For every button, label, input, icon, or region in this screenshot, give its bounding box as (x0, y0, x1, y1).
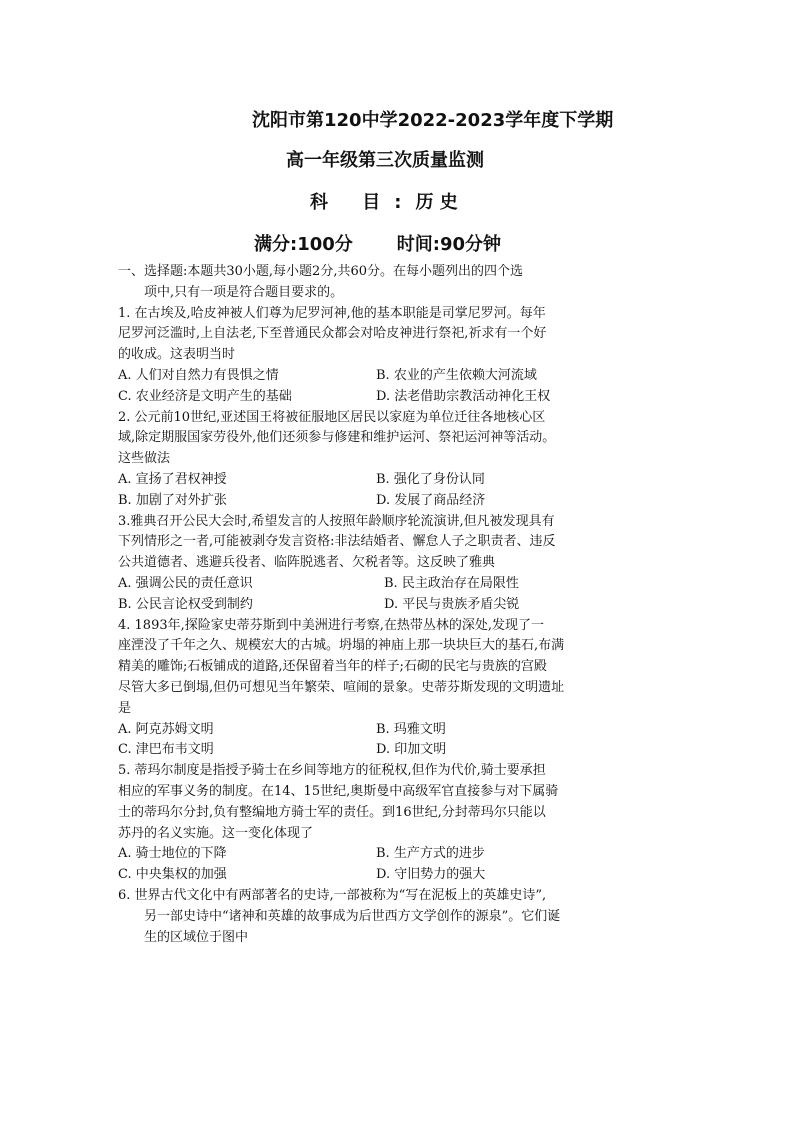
question-line: 4. 1893年,探险家史蒂芬斯到中美洲进行考察,在热带丛林的深处,发现了一 (118, 617, 545, 633)
question-line: 士的蒂玛尔分封,负有整编地方骑士军的责任。到16世纪,分封蒂玛尔只能以 (118, 804, 546, 820)
option-d: D. 印加文明 (376, 742, 447, 758)
full-score: 满分:100分 (254, 234, 353, 255)
option-c: C. 农业经济是文明产生的基础 (118, 388, 292, 404)
exam-meta (254, 230, 501, 256)
question-line: 苏丹的名义实施。这一变化体现了 (118, 825, 314, 841)
question-1 (118, 304, 678, 408)
question-line: 域,除定期服国家劳役外,他们还须参与修建和维护运河、祭祀运河神等活动。 (118, 430, 556, 446)
question-line: 公共道德者、逃避兵役者、临阵脱逃者、欠税者等。这反映了雅典 (118, 555, 496, 571)
option-a: A. 强调公民的责任意识 (118, 575, 253, 591)
question-options (118, 844, 678, 886)
option-b: B. 农业的产生依赖大河流域 (376, 367, 537, 383)
exam-subject (310, 188, 458, 214)
option-c: B. 加剧了对外扩张 (118, 492, 227, 508)
question-2 (118, 408, 678, 512)
option-d: D. 法老借助宗教活动神化王权 (376, 388, 551, 404)
option-c: B. 公民言论权受到制约 (118, 596, 253, 612)
section-heading-line1: 一、选择题:本题共30小题,每小题2分,共60分。在每小题列出的四个选 (118, 264, 523, 279)
question-6 (118, 886, 678, 948)
option-b: B. 玛雅文明 (376, 721, 446, 737)
option-a: A. 人们对自然力有畏惧之情 (118, 367, 279, 383)
section-heading-line2: 项中,只有一项是符合题目要求的。 (144, 284, 344, 300)
question-3 (118, 512, 678, 616)
question-line: 6. 世界古代文化中有两部著名的史诗,一部被称为“写在泥板上的英雄史诗”, (118, 887, 547, 903)
subject-value: 历 史 (415, 192, 458, 213)
question-line: 1. 在古埃及,哈皮神被人们尊为尼罗河神,他的基本职能是司掌尼罗河。每年 (118, 305, 546, 321)
question-line: 5. 蒂玛尔制度是指授予骑士在乡间等地方的征税权,但作为代价,骑士要承担 (118, 763, 546, 779)
option-b: B. 生产方式的进步 (376, 846, 485, 862)
question-line: 是 (118, 700, 132, 716)
exam-time: 时间:90分钟 (396, 234, 502, 255)
question-line: 的收成。这表明当时 (118, 347, 236, 363)
question-options (118, 574, 678, 616)
exam-school-title: 沈阳市第120中学2022-2023学年度下学期 (252, 110, 614, 131)
section-heading (118, 262, 678, 304)
question-5 (118, 761, 678, 886)
question-line: 相应的军事义务的制度。在14、15世纪,奥斯曼中高级军官直接参与对下属骑 (118, 783, 559, 799)
option-c: C. 中央集权的加强 (118, 867, 227, 883)
question-line: 座湮没了千年之久、规模宏大的古城。坍塌的神庙上那一块块巨大的基石,布满 (118, 638, 565, 654)
option-d: D. 守旧势力的强大 (376, 867, 486, 883)
subject-key: 科 目: (310, 192, 416, 213)
question-options (118, 720, 678, 762)
question-line: 3.雅典召开公民大会时,希望发言的人按照年龄顺序轮流演讲,但凡被发现具有 (118, 513, 555, 529)
question-line: 2. 公元前10世纪,亚述国王将被征服地区居民以家庭为单位迁往各地核心区 (118, 409, 546, 425)
option-d: D. 平民与贵族矛盾尖锐 (384, 596, 520, 612)
question-line: 尼罗河泛滥时,上自法老,下至普通民众都会对哈皮神进行祭祀,祈求有一个好 (118, 326, 547, 342)
question-line: 另一部史诗中“诸神和英雄的故事成为后世西方文学创作的源泉”。它们诞 (144, 908, 561, 924)
option-d: D. 发展了商品经济 (376, 492, 486, 508)
question-line: 生的区域位于图中 (144, 929, 249, 945)
option-c: C. 津巴布韦文明 (118, 742, 214, 758)
exam-content (118, 262, 678, 948)
option-b: B. 强化了身份认同 (376, 471, 485, 487)
question-line: 尽管大多已倒塌,但仍可想见当年繁荣、喧闹的景象。史蒂芬斯发现的文明遗址 (118, 679, 565, 695)
question-options (118, 366, 678, 408)
option-b: B. 民主政治存在局限性 (384, 575, 519, 591)
question-options (118, 470, 678, 512)
option-a: A. 阿克苏姆文明 (118, 721, 214, 737)
question-line: 这些做法 (118, 451, 171, 467)
question-line: 下列情形之一者,可能被剥夺发言资格:非法结婚者、懈怠人子之职责者、违反 (118, 534, 556, 550)
exam-grade-title: 高一年级第三次质量监测 (286, 150, 484, 171)
option-a: A. 骑士地位的下降 (118, 846, 227, 862)
question-4 (118, 616, 678, 762)
option-a: A. 宣扬了君权神授 (118, 471, 227, 487)
question-line: 精美的雕饰;石板铺成的道路,还保留着当年的样子;石砌的民宅与贵族的宫殿 (118, 659, 547, 675)
